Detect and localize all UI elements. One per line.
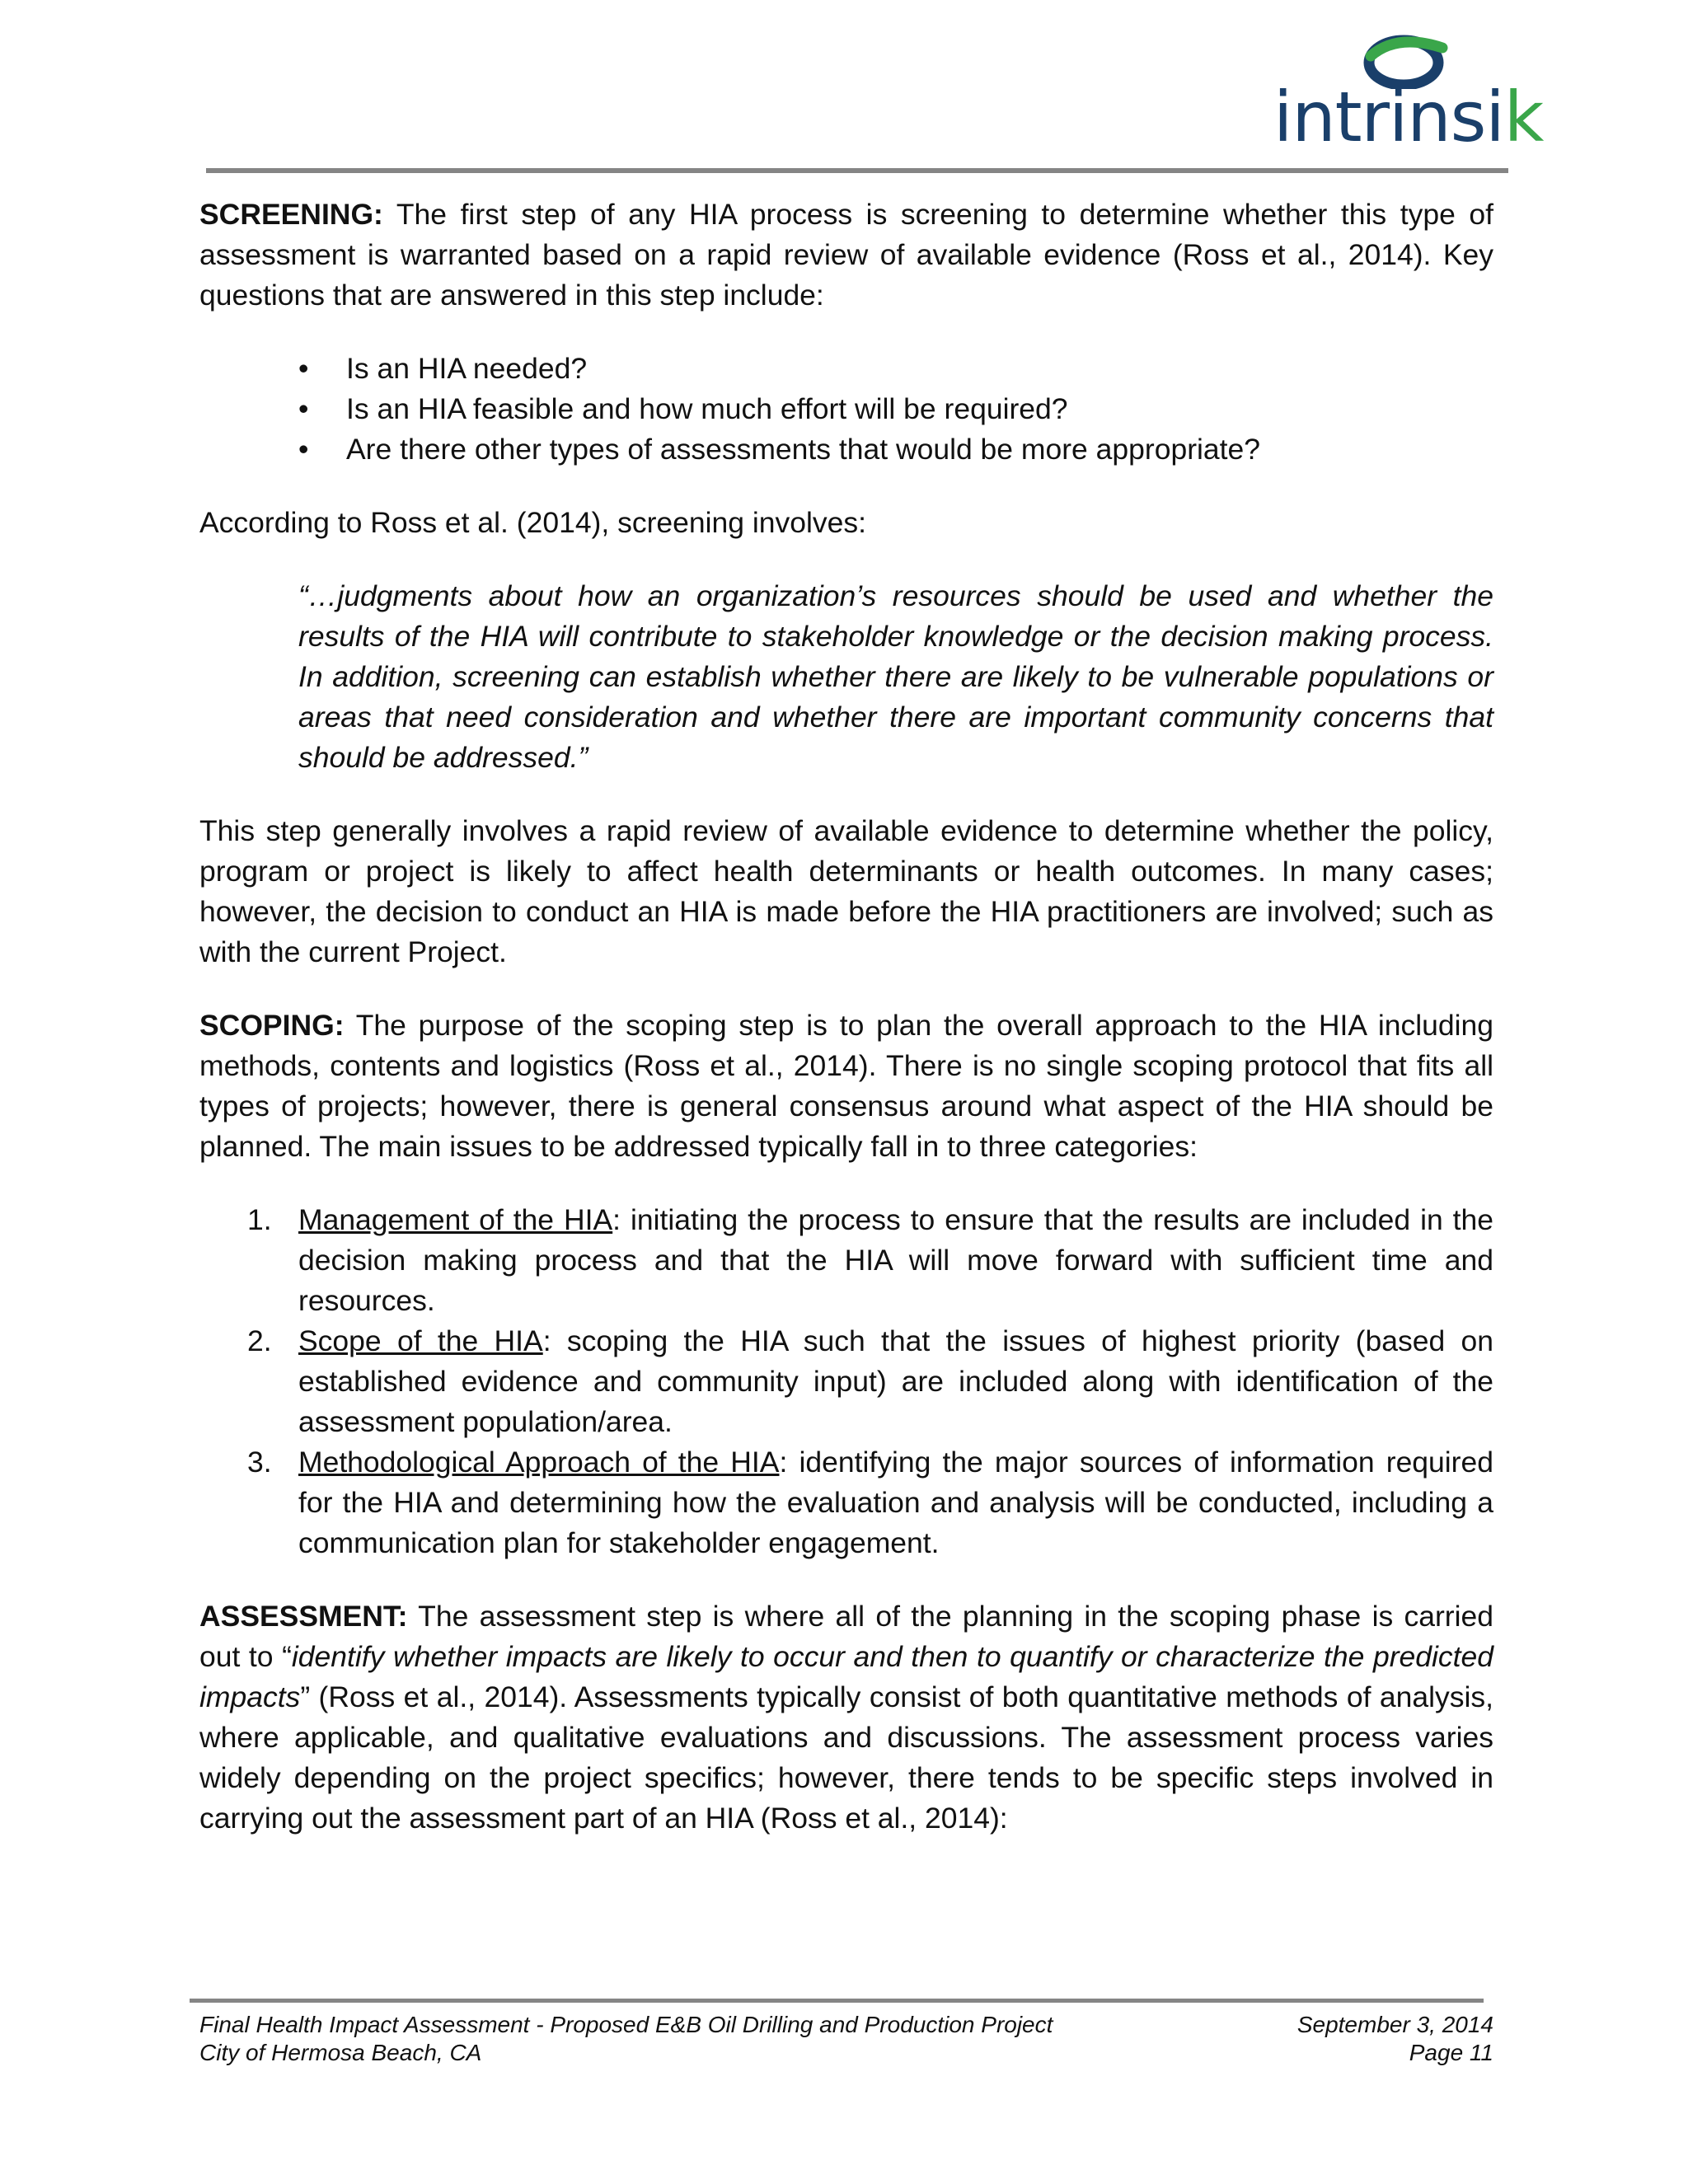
footer-date: September 3, 2014	[1296, 2012, 1493, 2037]
list-item: • Is an HIA feasible and how much effort will be required?	[199, 389, 1493, 429]
screening-questions-list	[199, 349, 1493, 470]
screening-paragraph: SCREENING: The first step of any HIA process is screening to determine whether this type of assessment is warranted based on a rapid review of available evidence (Ross et al., 2014). Key questions that are answered in this step include:	[199, 198, 1493, 312]
document-body	[199, 194, 1493, 1839]
list-item: • Are there other types of assessments that would be more appropriate?	[199, 429, 1493, 470]
list-item: • Is an HIA needed?	[199, 349, 1493, 389]
assessment-paragraph: ASSESSMENT: The assessment step is where all of the planning in the scoping phase is carried out to “identify whether impacts are likely to occur and then to quantify or characterize the predicted impacts” (Ross et al., 2014). Assessments typically consist of both quantitative methods of analysis, where applicable, and qualitative evaluations and discussions. The assessment process varies widely depending on the project specifics; however, there tends to be specific steps involved in carrying out the assessment part of an HIA (Ross et al., 2014):	[199, 1600, 1493, 1835]
page-footer	[199, 2011, 1493, 2067]
bullet-icon: •	[298, 392, 309, 425]
assessment-heading: ASSESSMENT:	[199, 1600, 408, 1633]
scoping-categories-list	[199, 1200, 1493, 1563]
intrinsik-logo	[1273, 31, 1544, 157]
screening-heading: SCREENING:	[199, 198, 383, 231]
bullet-icon: •	[298, 433, 309, 466]
scoping-heading: SCOPING:	[199, 1009, 345, 1042]
logo-wordmark: intrinsik	[1273, 77, 1544, 157]
screening-followup-paragraph: This step generally involves a rapid review of available evidence to determine whether the policy, program or project is likely to affect health determinants or health outcomes. In many cases; however, the decision to conduct an HIA is made before the HIA practitioners are involved; such as with the current Project.	[199, 814, 1493, 968]
bullet-icon: •	[298, 352, 309, 385]
list-item: 2. Scope of the HIA: scoping the HIA such that the issues of highest priority (based on established evidence and community input) are included along with identification of the assessment population/area.	[247, 1324, 1493, 1438]
header-rule	[206, 168, 1508, 173]
scoping-paragraph: SCOPING: The purpose of the scoping step is to plan the overall approach to the HIA including methods, contents and logistics (Ross et al., 2014). There is no single scoping protocol that fits all types of projects; however, there is general consensus around what aspect of the HIA should be planned. The main issues to be addressed typically fall in to three categories:	[199, 1009, 1493, 1163]
ross-quote: “…judgments about how an organization’s resources should be used and whether the results of the HIA will contribute to stakeholder knowledge or the decision making process. In addition, screening can establish whether there are likely to be vulnerable populations or areas that need consideration and whether there are important community concerns that should be addressed.”	[298, 579, 1493, 774]
page-number: Page 11	[1409, 2040, 1493, 2065]
footer-rule	[190, 1999, 1484, 2003]
list-item: 3. Methodological Approach of the HIA: identifying the major sources of information required for the HIA and determining how the evaluation and analysis will be conducted, including a communication plan for stakeholder engagement.	[247, 1446, 1493, 1559]
footer-location: City of Hermosa Beach, CA	[199, 2040, 482, 2065]
footer-title: Final Health Impact Assessment - Proposed E&B Oil Drilling and Production Project	[199, 2012, 1053, 2037]
list-item: 1. Management of the HIA: initiating the process to ensure that the results are included in the decision making process and that the HIA will move forward with sufficient time and resources.	[247, 1203, 1494, 1317]
according-paragraph: According to Ross et al. (2014), screening involves:	[199, 506, 867, 539]
